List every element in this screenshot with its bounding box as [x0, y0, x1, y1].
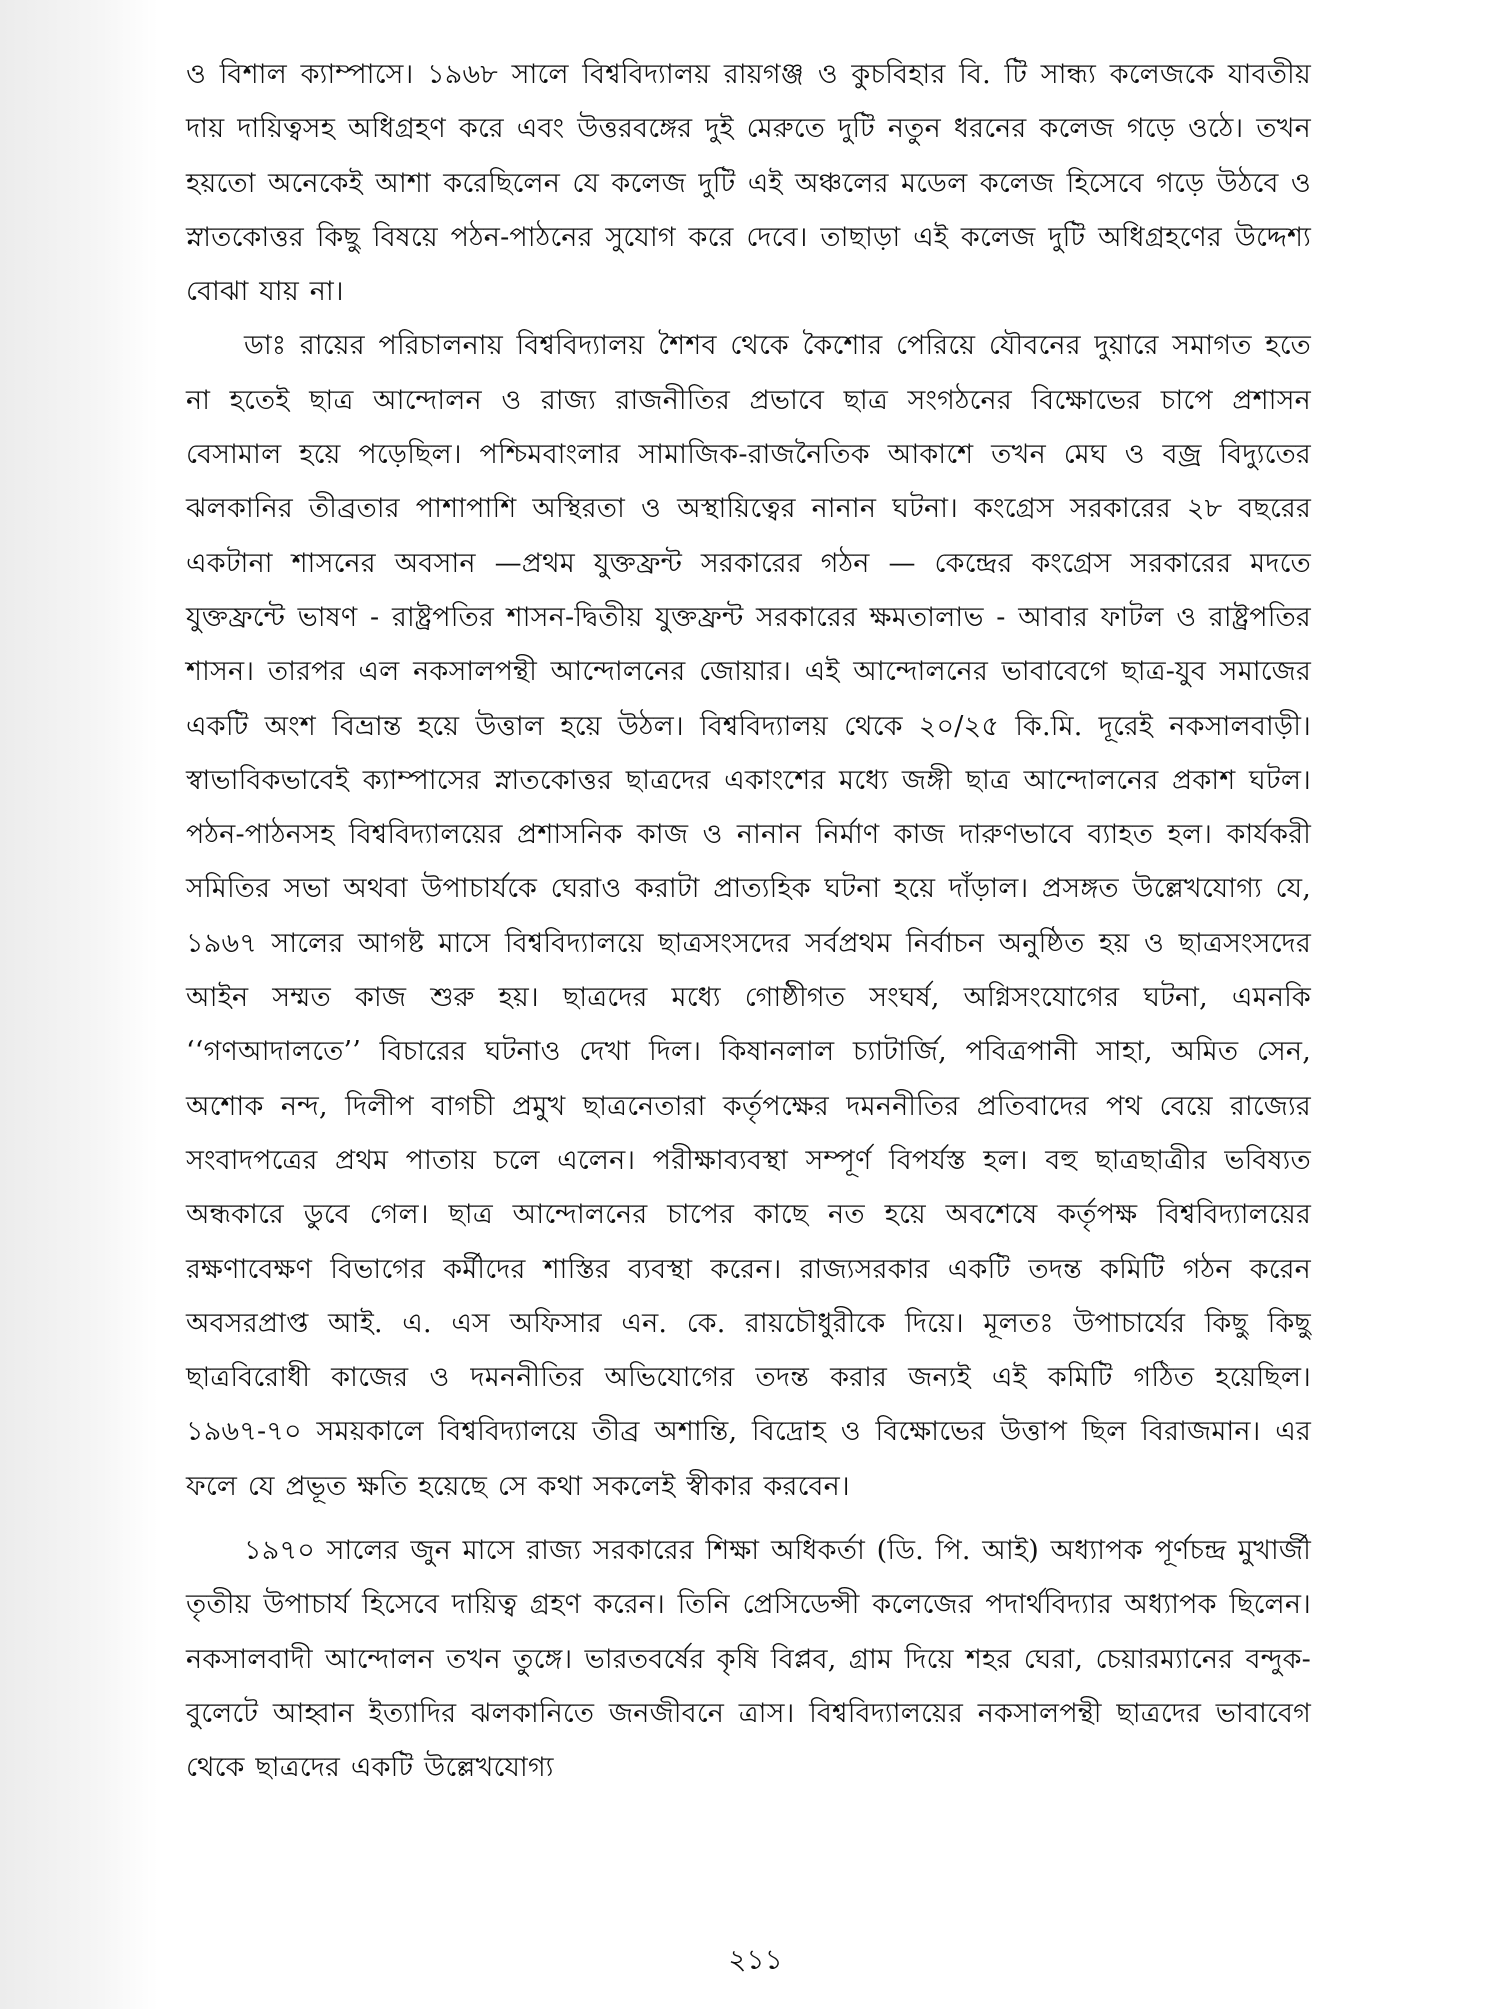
paragraph-text: ১৯৭০ সালের জুন মাসে রাজ্য সরকারের শিক্ষা অধিকর্তা (ডি. পি. আই) অধ্যাপক পূর্ণচন্দ্র মুখার্জী তৃতীয় উপাচার্য হিসেবে দায়িত্ব গ্রহণ করেন। তিনি প্রেসিডেন্সী কলেজের পদার্থবিদ্যার অধ্যাপক ছিলেন। নকসালবাদী আন্দোলন তখন তুঙ্গে। ভারতবর্ষের কৃষি বিপ্লব, গ্রাম দিয়ে শহর ঘেরা, চেয়ারম্যানের বন্দুক-বুলেটে আহ্বান ইত্যাদির ঝলকানিতে জনজীবনে ত্রাস। বিশ্ববিদ্যালয়ের নকসালপন্থী ছাত্রদের ভাবাবেগ থেকে ছাত্রদের একটি উল্লেখযোগ্য	[186, 1535, 1311, 1784]
book-page	[186, 48, 1311, 1796]
paragraph-2	[186, 319, 1311, 1514]
paragraph-text: ও বিশাল ক্যাম্পাসে। ১৯৬৮ সালে বিশ্ববিদ্যালয় রায়গঞ্জ ও কুচবিহার বি. টি সান্ধ্য কলেজকে যাবতীয় দায় দায়িত্বসহ অধিগ্রহণ করে এবং উত্তরবঙ্গের দুই মেরুতে দুটি নতুন ধরনের কলেজ গড়ে ওঠে। তখন হয়তো অনেকেই আশা করেছিলেন যে কলেজ দুটি এই অঞ্চলের মডেল কলেজ হিসেবে গড়ে উঠবে ও স্নাতকোত্তর কিছু বিষয়ে পঠন-পাঠনের সুযোগ করে দেবে। তাছাড়া এই কলেজ দুটি অধিগ্রহণের উদ্দেশ্য বোঝা যায় না।	[186, 59, 1311, 308]
page-number: ২১১	[728, 1943, 783, 1976]
paragraph-text: ডাঃ রায়ের পরিচালনায় বিশ্ববিদ্যালয় শৈশব থেকে কৈশোর পেরিয়ে যৌবনের দুয়ারে সমাগত হতে না হতেই ছাত্র আন্দোলন ও রাজ্য রাজনীতির প্রভাবে ছাত্র সংগঠনের বিক্ষোভের চাপে প্রশাসন বেসামাল হয়ে পড়েছিল। পশ্চিমবাংলার সামাজিক-রাজনৈতিক আকাশে তখন মেঘ ও বজ্র বিদ্যুতের ঝলকানির তীব্রতার পাশাপাশি অস্থিরতা ও অস্থায়িত্বের নানান ঘটনা। কংগ্রেস সরকারের ২৮ বছরের একটানা শাসনের অবসান —প্রথম যুক্তফ্রন্ট সরকারের গঠন — কেন্দ্রের কংগ্রেস সরকারের মদতে যুক্তফ্রন্টে ভাষণ - রাষ্ট্রপতির শাসন-দ্বিতীয় যুক্তফ্রন্ট সরকারের ক্ষমতালাভ - আবার ফাটল ও রাষ্ট্রপতির শাসন। তারপর এল নকসালপন্থী আন্দোলনের জোয়ার। এই আন্দোলনের ভাবাবেগে ছাত্র-যুব সমাজের একটি অংশ বিভ্রান্ত হয়ে উত্তাল হয়ে উঠল। বিশ্ববিদ্যালয় থেকে ২০/২৫ কি.মি. দূরেই নকসালবাড়ী। স্বাভাবিকভাবেই ক্যাম্পাসের স্নাতকোত্তর ছাত্রদের একাংশের মধ্যে জঙ্গী ছাত্র আন্দোলনের প্রকাশ ঘটল। পঠন-পাঠনসহ বিশ্ববিদ্যালয়ের প্রশাসনিক কাজ ও নানান নির্মাণ কাজ দারুণভাবে ব্যাহত হল। কার্যকরী সমিতির সভা অথবা উপাচার্যকে ঘেরাও করাটা প্রাত্যহিক ঘটনা হয়ে দাঁড়াল। প্রসঙ্গত উল্লেখযোগ্য যে, ১৯৬৭ সালের আগষ্ট মাসে বিশ্ববিদ্যালয়ে ছাত্রসংসদের সর্বপ্রথম নির্বাচন অনুষ্ঠিত হয় ও ছাত্রসংসদের আইন সম্মত কাজ শুরু হয়। ছাত্রদের মধ্যে গোষ্ঠীগত সংঘর্ষ, অগ্নিসংযোগের ঘটনা, এমনকি ‘‘গণআদালতে’’ বিচারের ঘটনাও দেখা দিল। কিষানলাল চ্যাটার্জি, পবিত্রপানী সাহা, অমিত সেন, অশোক নন্দ, দিলীপ বাগচী প্রমুখ ছাত্রনেতারা কর্তৃপক্ষের দমননীতির প্রতিবাদের পথ বেয়ে রাজ্যের সংবাদপত্রের প্রথম পাতায় চলে এলেন। পরীক্ষাব্যবস্থা সম্পূর্ণ বিপর্যস্ত হল। বহু ছাত্রছাত্রীর ভবিষ্যত অন্ধকারে ডুবে গেল। ছাত্র আন্দোলনের চাপের কাছে নত হয়ে অবশেষে কর্তৃপক্ষ বিশ্ববিদ্যালয়ের রক্ষণাবেক্ষণ বিভাগের কর্মীদের শাস্তির ব্যবস্থা করেন। রাজ্যসরকার একটি তদন্ত কমিটি গঠন করেন অবসরপ্রাপ্ত আই. এ. এস অফিসার এন. কে. রায়চৌধুরীকে দিয়ে। মূলতঃ উপাচার্যের কিছু কিছু ছাত্রবিরোধী কাজের ও দমননীতির অভিযোগের তদন্ত করার জন্যই এই কমিটি গঠিত হয়েছিল। ১৯৬৭-৭০ সময়কালে বিশ্ববিদ্যালয়ে তীব্র অশান্তি, বিদ্রোহ ও বিক্ষোভের উত্তাপ ছিল বিরাজমান। এর ফলে যে প্রভূত ক্ষতি হয়েছে সে কথা সকলেই স্বীকার করবেন।	[186, 330, 1311, 1502]
scan-gutter-shadow	[0, 0, 158, 2009]
paragraph-1	[186, 48, 1311, 319]
paragraph-3	[186, 1524, 1311, 1795]
